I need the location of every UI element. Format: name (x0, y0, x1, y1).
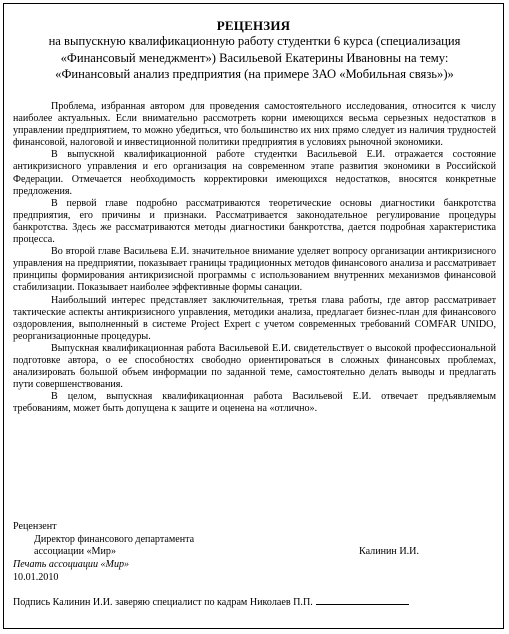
paragraph: В целом, выпускная квалификационная работа Васильевой Е.И. отвечает предъявляемым требованиям, может быть допущена к защите и оценена на «отлично». (13, 391, 496, 415)
paragraph: Проблема, избранная автором для проведения самостоятельного исследования, относится к числу наиболее актуальных. Если внимательно рассмотреть корни имеющихся весьма серьезных недостатков в управлении предприятием, то можно убедиться, что большинство их них прямо следует из наличия трудностей финансовой, налоговой и инвестиционной политики предприятия в условиях рыночной экономики. (13, 101, 496, 149)
reviewer-position-row (13, 546, 496, 559)
review-body (13, 101, 496, 415)
review-date: 10.01.2010 (13, 571, 59, 583)
reviewer-position-line2: ассоциации «Мир» (34, 546, 117, 558)
paragraph: Во второй главе Васильева Е.И. значительное внимание уделяет вопросу организации антикризисного управления на предприятии, показывает границы традиционных методов финансового анализа и рассматривает принципы формирования антикризисной программы с использованием внутренних механизмов финансовой стабилизации. Показывает наиболее эффективные формы санации. (13, 246, 496, 294)
paragraph: Наибольший интерес представляет заключительная, третья глава работы, где автор рассматривает тактические аспекты антикризисного управления, методики анализа, предлагает бизнес-план для финансового оздоровления, выполненный в системе Project Expert с учетом современных требований COMFAR UNIDO, реорганизационные процедуры. (13, 294, 496, 342)
reviewer-name: Калинин И.И. (359, 546, 419, 558)
signature-block (13, 521, 496, 609)
paragraph: В выпускной квалификационной работе студентки Васильевой Е.И. отражается состояние антикризисного управления и его организация на современном этапе развития экономики в Российской Федерации. Отмечается необходимость корректировки имеющихся недостатков, вносятся конкретные предложения. (13, 149, 496, 197)
signature-line (316, 595, 409, 605)
certification-row (13, 595, 496, 610)
review-document (3, 3, 504, 629)
document-subtitle: на выпускную квалификационную работу студентки 6 курса (специализация «Финансовый менеджмент») Васильевой Екатерины Ивановны на тему: «Финансовый анализ предприятия (на примере ЗАО «Мобильная связь»)» (48, 34, 461, 81)
paragraph: В первой главе подробно рассматриваются теоретические основы диагностики банкротства предприятия, его причины и признаки. Рассматривается законодательное регулирование процедуры банкротства. Здесь же рассматриваются методы диагностики банкротства, дается подробная характеристика процесса. (13, 197, 496, 246)
reviewer-label: Рецензент (13, 521, 57, 532)
stamp-text: Печать ассоциации «Мир» (13, 559, 130, 571)
certification-text: Подпись Калинин И.И. заверяю специалист по кадрам Николаев П.П. (13, 596, 313, 608)
reviewer-position-line1: Директор финансового департамента (34, 533, 195, 545)
spacer (13, 585, 496, 595)
paragraph: Выпускная квалификационная работа Васильевой Е.И. свидетельствует о высокой профессиональной подготовке автора, о ее способностях свободно ориентироваться в сложных финансовых проблемах, анализировать большой объем информации по заданной теме, самостоятельно делать выводы и предлагать пути совершенствования. (13, 342, 496, 391)
document-title: РЕЦЕНЗИЯ (216, 18, 291, 33)
